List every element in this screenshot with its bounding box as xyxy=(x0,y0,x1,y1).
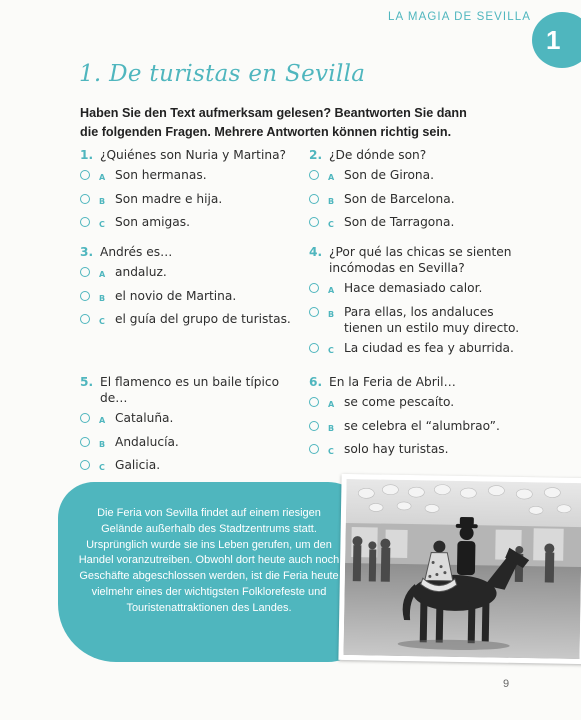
answer-option-4a[interactable] xyxy=(309,280,521,299)
radio-circle-icon[interactable] xyxy=(80,314,90,324)
option-letter: A xyxy=(99,416,106,425)
radio-circle-icon[interactable] xyxy=(80,291,90,301)
question-text: ¿Quiénes son Nuria y Martina? xyxy=(100,148,287,162)
answer-option-6c[interactable] xyxy=(309,441,539,460)
answer-option-1c[interactable] xyxy=(80,214,310,233)
answer-option-6a[interactable] xyxy=(309,394,539,413)
option-text: el guía del grupo de turistas. xyxy=(115,312,291,326)
question-text: En la Feria de Abril… xyxy=(329,375,456,389)
radio-circle-icon[interactable] xyxy=(80,437,90,447)
radio-circle-icon[interactable] xyxy=(80,194,90,204)
radio-circle-icon[interactable] xyxy=(80,217,90,227)
radio-circle-icon[interactable] xyxy=(80,170,90,180)
option-letter: C xyxy=(328,346,334,355)
option-letter: B xyxy=(99,196,106,206)
radio-circle-icon[interactable] xyxy=(309,444,319,454)
radio-circle-icon[interactable] xyxy=(309,194,319,204)
radio-circle-icon[interactable] xyxy=(80,413,90,423)
question-number: 3. xyxy=(80,245,94,259)
radio-circle-icon[interactable] xyxy=(309,343,319,353)
option-letter: C xyxy=(99,220,105,229)
option-text: el novio de Martina. xyxy=(115,288,237,303)
option-letter: B xyxy=(328,196,335,206)
radio-circle-icon[interactable] xyxy=(309,397,319,407)
option-letter: C xyxy=(328,220,334,229)
question-number: 6. xyxy=(309,375,323,389)
question-5 xyxy=(80,374,310,481)
option-text: Son hermanas. xyxy=(115,168,207,182)
option-letter: C xyxy=(328,447,334,456)
option-text: Cataluña. xyxy=(115,411,174,425)
radio-circle-icon[interactable] xyxy=(309,217,319,227)
info-box-text: Die Feria von Sevilla findet auf einem riesigen Gelände außerhalb des Stadtzentrums statt. Ursprünglich wurde sie ins Leben gerufen, um den Handel voranzutreiben. Obwohl dort heute auch noch Geschäfte abgeschlossen werden, ist die Feria heute vielmehr eines der wichtigsten Folklorefeste und Touristenattraktionen des Landes. xyxy=(78,507,340,614)
feria-photo xyxy=(338,474,581,664)
page-number: 9 xyxy=(503,678,510,690)
option-text: Para ellas, los andaluces tienen un estilo muy directo. xyxy=(344,304,520,335)
option-letter: A xyxy=(328,286,335,295)
option-text: La ciudad es fea y aburrida. xyxy=(344,341,514,355)
radio-circle-icon[interactable] xyxy=(309,283,319,293)
option-text: solo hay turistas. xyxy=(344,442,449,456)
question-2 xyxy=(309,147,539,238)
option-text: Son amigas. xyxy=(115,215,190,229)
question-3 xyxy=(80,244,310,335)
question-4 xyxy=(309,244,521,364)
running-header: LA MAGIA DE SEVILLA xyxy=(388,11,531,23)
answer-option-1b[interactable] xyxy=(80,191,310,210)
chapter-badge: 1 xyxy=(532,12,581,68)
option-letter: A xyxy=(99,270,106,279)
question-number: 2. xyxy=(309,148,323,162)
option-text: Son de Barcelona. xyxy=(344,191,455,206)
section-title: 1. De turistas en Sevilla xyxy=(79,61,366,87)
option-letter: B xyxy=(328,309,335,319)
answer-option-2a[interactable] xyxy=(309,167,539,186)
question-number: 5. xyxy=(80,375,94,389)
option-text: Hace demasiado calor. xyxy=(344,281,483,295)
option-text: se celebra el “alumbrao”. xyxy=(344,418,500,433)
feria-photo-illustration xyxy=(343,479,581,659)
option-text: Son madre e hija. xyxy=(115,191,223,206)
option-letter: B xyxy=(328,423,335,433)
option-letter: C xyxy=(99,317,105,326)
option-text: Son de Tarragona. xyxy=(344,215,455,229)
radio-circle-icon[interactable] xyxy=(80,267,90,277)
radio-circle-icon[interactable] xyxy=(80,460,90,470)
answer-option-4b[interactable] xyxy=(309,304,521,336)
question-text: El flamenco es un baile típico de… xyxy=(100,375,280,405)
answer-option-6b[interactable] xyxy=(309,418,539,437)
option-letter: A xyxy=(99,173,106,182)
answer-option-2b[interactable] xyxy=(309,191,539,210)
question-text: ¿Por qué las chicas se sienten incómodas en Sevilla? xyxy=(329,245,512,275)
instructions: Haben Sie den Text aufmerksam gelesen? Beantworten Sie dann die folgenden Fragen. Mehrere Antworten können richtig sein. xyxy=(80,106,467,139)
option-text: andaluz. xyxy=(115,265,167,279)
option-text: Galicia. xyxy=(115,458,161,472)
option-letter: B xyxy=(99,293,106,303)
answer-option-3a[interactable] xyxy=(80,264,310,283)
answer-option-4c[interactable] xyxy=(309,340,521,359)
option-letter: A xyxy=(328,173,335,182)
question-text: ¿De dónde son? xyxy=(329,148,427,162)
option-text: Andalucía. xyxy=(115,434,179,449)
option-letter: C xyxy=(99,463,105,472)
question-text: Andrés es… xyxy=(100,245,173,259)
answer-option-3c[interactable] xyxy=(80,311,310,330)
question-1 xyxy=(80,147,310,238)
answer-option-5b[interactable] xyxy=(80,434,310,453)
option-text: se come pescaíto. xyxy=(344,395,455,409)
option-letter: A xyxy=(328,400,335,409)
option-text: Son de Girona. xyxy=(344,168,434,182)
answer-option-5c[interactable] xyxy=(80,457,310,476)
radio-circle-icon[interactable] xyxy=(309,421,319,431)
option-letter: B xyxy=(99,439,106,449)
answer-option-5a[interactable] xyxy=(80,410,310,429)
answer-option-2c[interactable] xyxy=(309,214,539,233)
radio-circle-icon[interactable] xyxy=(309,307,319,317)
answer-option-3b[interactable] xyxy=(80,288,310,307)
question-6 xyxy=(309,374,539,465)
radio-circle-icon[interactable] xyxy=(309,170,319,180)
question-number: 4. xyxy=(309,245,323,259)
answer-option-1a[interactable] xyxy=(80,167,310,186)
question-number: 1. xyxy=(80,148,94,162)
